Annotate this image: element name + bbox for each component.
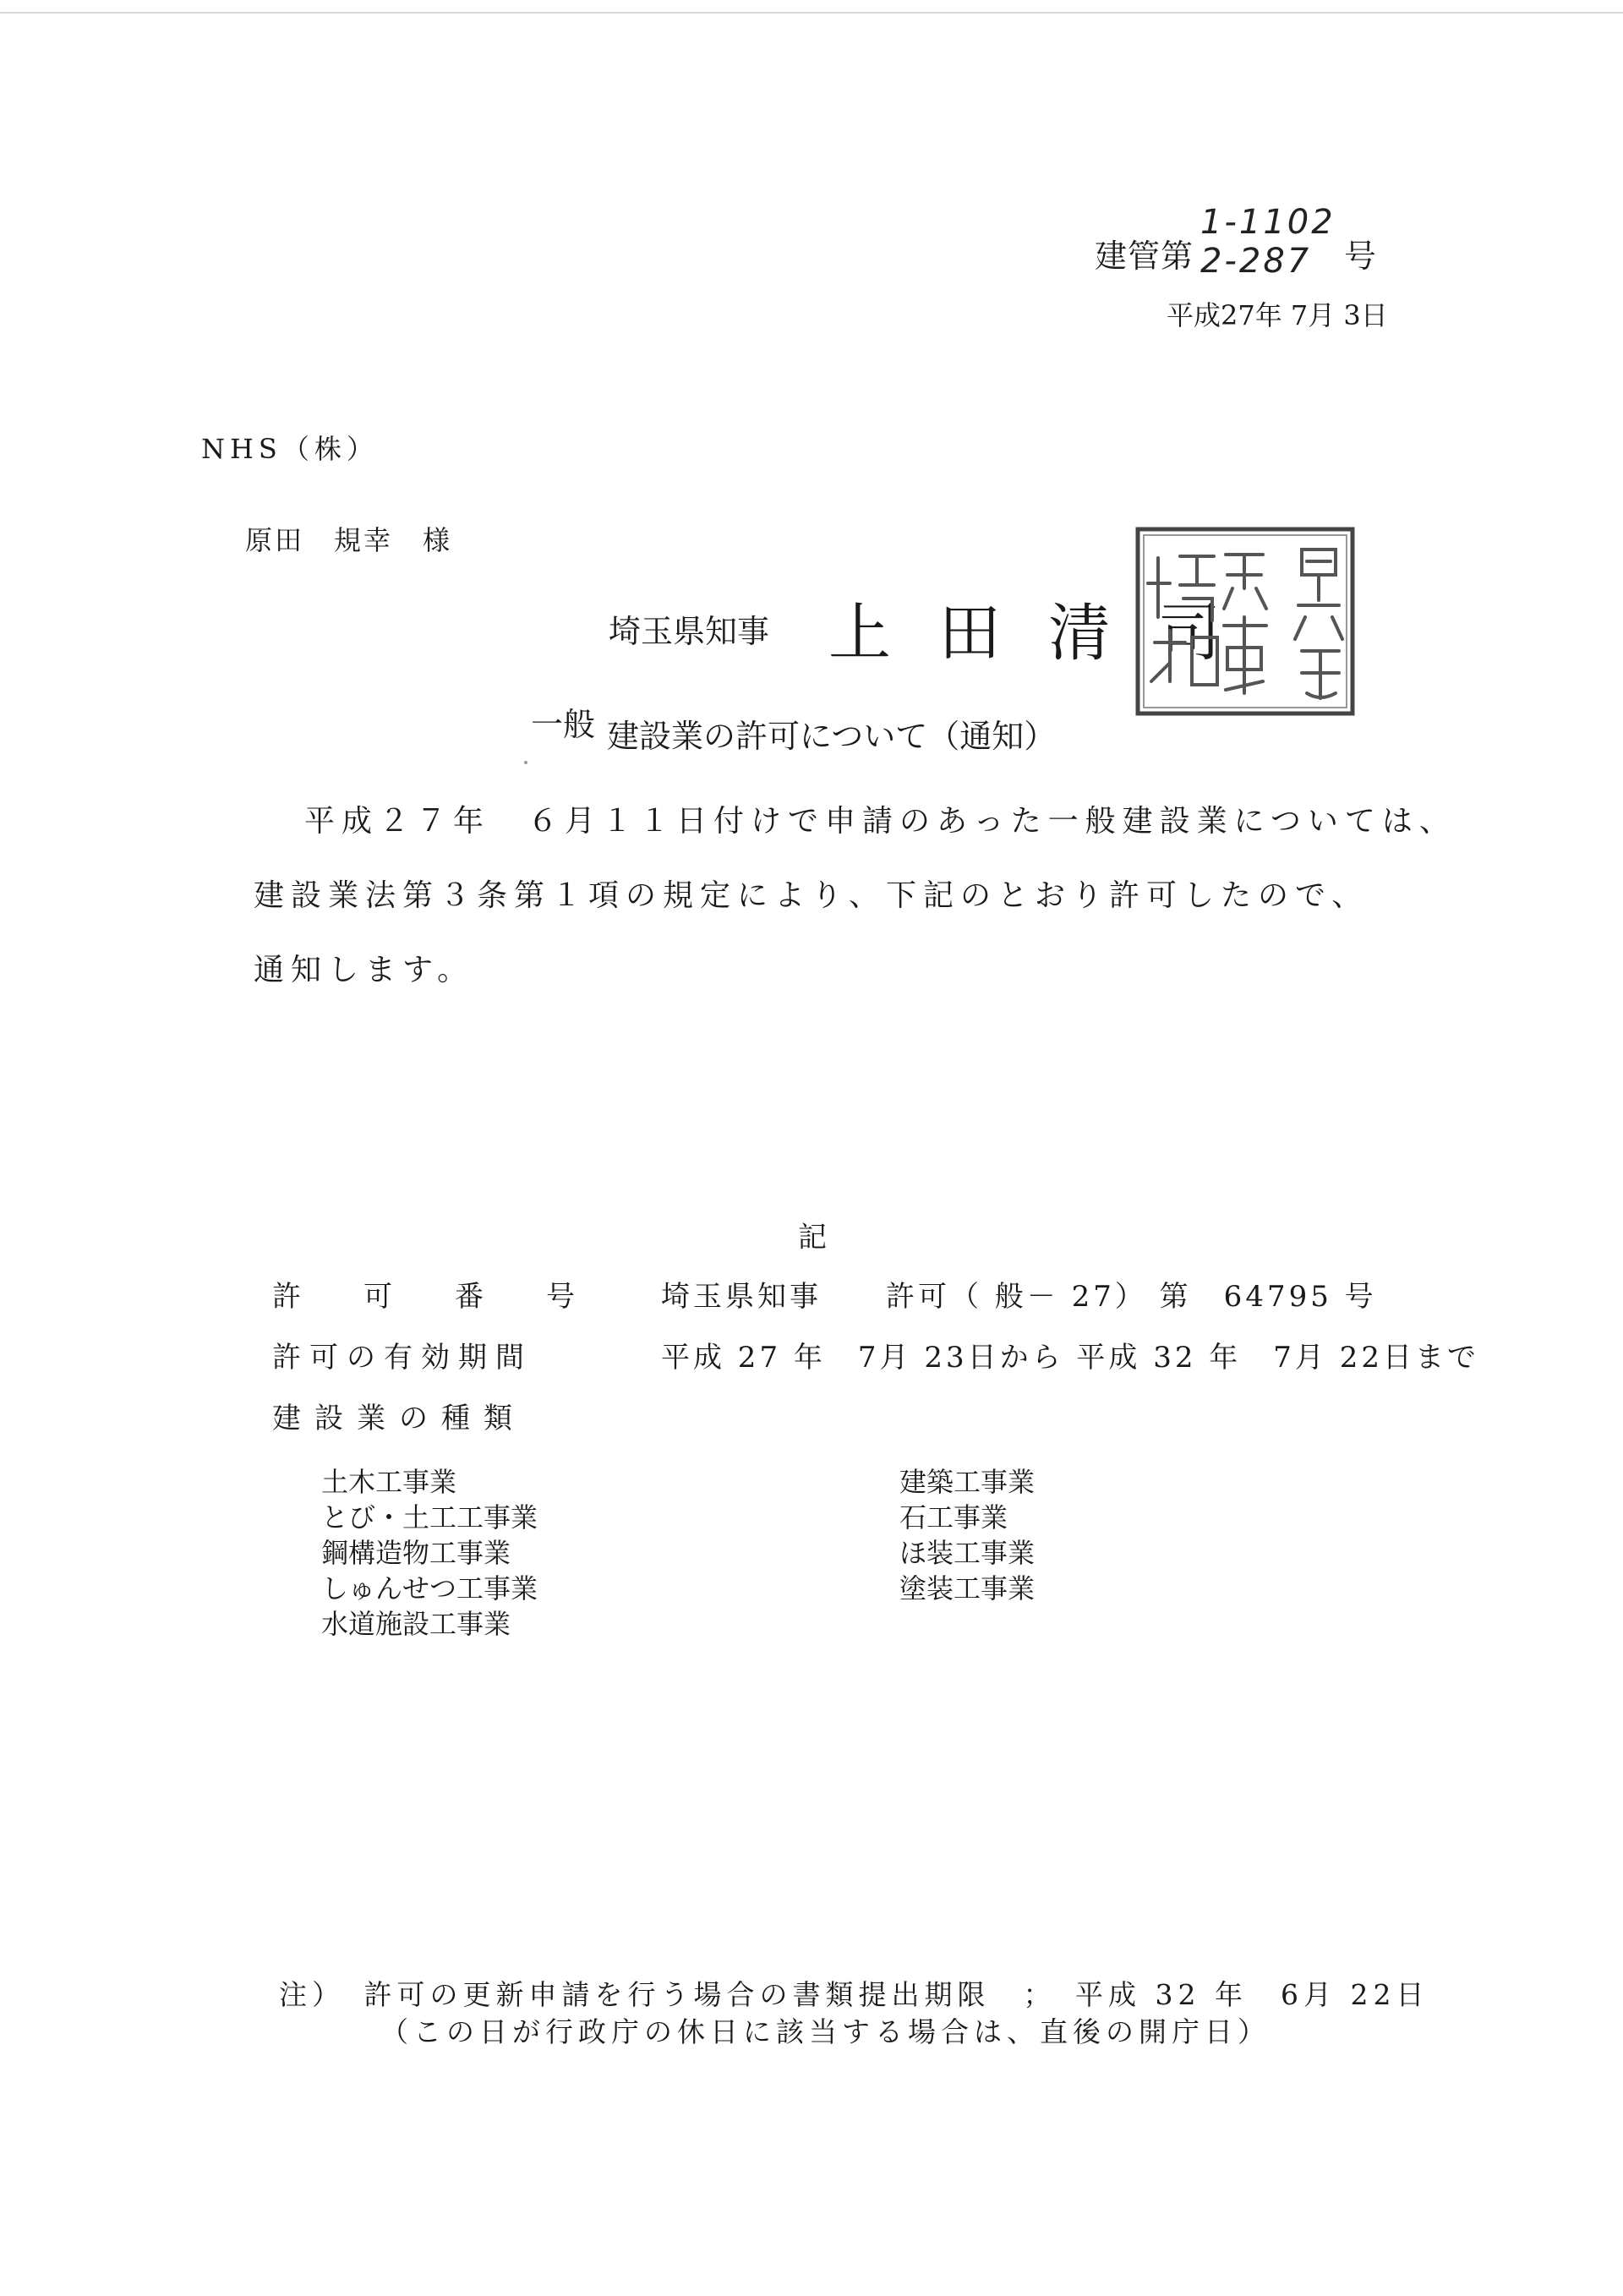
- issue-date: 平成27年 7月 3日: [1167, 299, 1388, 331]
- list-item: 塗装工事業: [899, 1572, 1036, 1604]
- validity-value: 平成 27 年 7月 23日から 平成 32 年 7月 22日まで: [661, 1341, 1479, 1375]
- types-label: 建設業の種類: [272, 1402, 526, 1435]
- body-line-1: 平成２７年 ６月１１日付けで申請のあった一般建設業については、: [304, 804, 1456, 839]
- recipient-company: NHS（株）: [201, 433, 379, 465]
- sender-title: 埼玉県知事: [609, 613, 770, 650]
- body-text: [254, 784, 1454, 1008]
- list-item: 水道施設工事業: [321, 1608, 511, 1640]
- validity-label: 許可の有効期間: [272, 1341, 533, 1375]
- permit-number-value: 埼玉県知事 許可（ 般－ 27） 第 64795 号: [661, 1280, 1377, 1314]
- list-item: ほ装工事業: [899, 1537, 1036, 1569]
- ki-heading: 記: [798, 1221, 827, 1255]
- body-line-2: 建設業法第３条第１項の規定により、下記のとおり許可したので、: [254, 878, 1369, 913]
- trades-left-list: [321, 1464, 538, 1642]
- scan-speck: [524, 761, 527, 764]
- permit-number-label: 許 可 番 号: [272, 1280, 592, 1314]
- list-item: しゅんせつ工事業: [321, 1572, 538, 1604]
- subject-title: 建設業の許可について（通知）: [607, 718, 1057, 755]
- list-item: 建築工事業: [899, 1466, 1036, 1498]
- handwritten-reference-1: 1-1102: [1200, 203, 1336, 242]
- handwritten-reference-2: 2-287: [1200, 242, 1312, 281]
- scan-edge-line: [0, 12, 1623, 14]
- reference-prefix: 建管第: [1095, 238, 1194, 275]
- subject-prefix: 一般: [531, 706, 596, 743]
- list-item: とび・土工工事業: [321, 1501, 538, 1533]
- note-line-2: （この日が行政庁の休日に該当する場合は、直後の開庁日）: [380, 2015, 1271, 2048]
- note-line-1: 注） 許可の更新申請を行う場合の書類提出期限 ； 平成 32 年 6月 22日: [279, 1978, 1429, 2011]
- official-seal: [1133, 524, 1358, 719]
- reference-suffix: 号: [1344, 238, 1377, 275]
- list-item: 石工事業: [899, 1501, 1008, 1533]
- recipient-addressee: 原田 規幸 様: [245, 524, 453, 556]
- sender-name: 上田清司: [828, 597, 1268, 670]
- trades-right-list: [899, 1464, 1035, 1606]
- body-line-3: 通知します。: [254, 953, 475, 987]
- list-item: 鋼構造物工事業: [321, 1537, 511, 1569]
- list-item: 土木工事業: [321, 1466, 457, 1498]
